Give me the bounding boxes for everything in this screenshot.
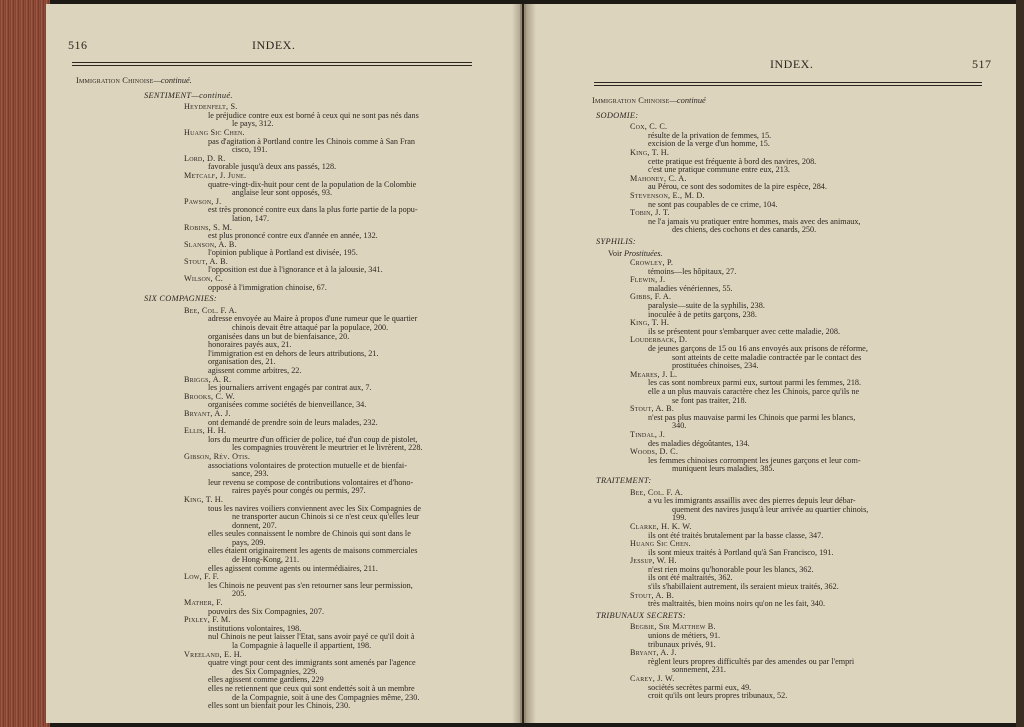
index-line: ils se présentent pour s'embarquer avec cette maladie, 208. — [648, 326, 840, 336]
index-line: elles seules connaissent le nombre de Chinois qui sont dans le — [208, 529, 411, 539]
index-line: organisées comme sociétés de bienveillance, 34. — [208, 400, 367, 410]
section-heading: SYPHILIS: — [596, 236, 636, 246]
index-line: agissent comme arbitres, 22. — [208, 366, 302, 375]
index-line: pays, 209. — [232, 537, 266, 547]
witness-name: Huang Sic Chen. — [630, 539, 691, 549]
index-line: tous les navires voiliers conviennent avec les Six Compagnies de — [208, 503, 422, 513]
witness-name: Low, F. F. — [184, 572, 220, 582]
index-line: l'opinion publique à Portland est divisée, 195. — [208, 248, 358, 258]
index-line: 205. — [232, 589, 247, 599]
witness-name: Meares, J. L. — [630, 369, 678, 379]
index-line: ne sont pas coupables de ce crime, 104. — [648, 199, 778, 209]
witness-name: Bee, Col. F. A. — [184, 305, 237, 315]
index-line: lation, 147. — [232, 213, 270, 223]
witness-name: Briggs, A. R. — [184, 374, 232, 384]
main-heading-title: Immigration Chinoise — [592, 96, 670, 105]
index-line: ils ont été traités brutalement par la basse classe, 347. — [648, 530, 824, 540]
witness-name: Tindal, J. — [630, 429, 665, 439]
index-line: elles sont un bienfait pour les Chinois, 230. — [208, 701, 351, 711]
index-line: des maladies dégoûtantes, 134. — [648, 438, 750, 448]
index-line: pas d'agitation à Portland contre les Chinois comme à San Fran — [208, 136, 416, 146]
running-title: INDEX. — [252, 38, 296, 52]
index-line: de la Compagnie, soit à une des Compagnies même, 230. — [232, 692, 420, 702]
witness-name: King, T. H. — [630, 318, 670, 328]
index-line: quatre vingt pour cent des immigrants sont amenés par l'agence — [208, 658, 416, 668]
witness-name: Pawson, J. — [184, 196, 222, 206]
index-line: elles étaient originairement les agents de maisons commerciales — [208, 546, 418, 556]
index-line: institutions volontaires, 198. — [208, 623, 302, 633]
page-number: 516 — [68, 38, 88, 52]
witness-name: King, T. H. — [184, 494, 224, 504]
index-line: honoraires payés aux, 21. — [208, 340, 292, 350]
index-line: paralysie—suite de la syphilis, 238. — [648, 301, 765, 311]
witness-name: Heydenfelt, S. — [184, 102, 238, 112]
index-line: les compagnies trouvèrent le meurtrier et le livrèrent, 228. — [232, 443, 423, 453]
witness-name: Gibson, Rév. Otis. — [184, 451, 251, 461]
index-line: sonnement, 231. — [672, 665, 726, 675]
witness-name: Mahoney, C. A. — [630, 173, 687, 183]
index-line: le préjudice contre eux est borné à ceux qui ne sont pas nés dans — [208, 110, 419, 120]
page-number: 517 — [972, 57, 992, 71]
witness-name: Ellis, H. H. — [184, 426, 227, 436]
witness-name: Flewin, J. — [630, 275, 666, 285]
section-heading: TRIBUNAUX SECRETS: — [596, 610, 686, 620]
index-line: s'ils s'habillaient autrement, ils seraient mieux traités, 362. — [648, 582, 839, 592]
section-heading: SENTIMENT—continué. — [144, 90, 233, 100]
index-line: organisation des, 21. — [208, 357, 276, 367]
index-line: n'est pas plus mauvaise parmi les Chinois que parmi les blancs, — [648, 412, 856, 422]
index-line: sociétés secrètes parmi eux, 49. — [648, 682, 752, 692]
witness-name: Stout, A. B. — [184, 256, 228, 266]
index-line: témoins—les hôpitaux, 27. — [648, 266, 737, 276]
index-line: très maltraités, bien moins noirs qu'on ne les fait, 340. — [648, 599, 826, 609]
witness-name: Stout, A. B. — [630, 590, 674, 600]
index-line: ont demandé de prendre soin de leurs malades, 232. — [208, 417, 378, 427]
index-line: elle a un plus mauvais caractère chez les Chinois, parce qu'ils ne — [648, 387, 860, 396]
witness-name: Bee, Col. F. A. — [630, 487, 683, 497]
main-heading-suffix: —continué — [669, 96, 706, 105]
index-line: elles agissent comme gardiens, 229 — [208, 675, 324, 685]
index-line: inoculée à de petits garçons, 238. — [648, 309, 757, 319]
index-line: est très prononcé contre eux dans la plus forte partie de la popu- — [208, 205, 418, 215]
witness-name: Slanson, A. B. — [184, 239, 237, 249]
index-line: nul Chinois ne peut laisser l'Etat, sans avoir payé ce qu'il doit à — [208, 632, 415, 642]
main-heading-suffix: —continué. — [153, 76, 192, 85]
index-line: lors du meurtre d'un officier de police, tué d'un coup de pistolet, — [208, 434, 418, 444]
index-line: muniquent leurs maladies, 385. — [672, 464, 775, 474]
right-page — [524, 4, 1016, 723]
index-line: de jeunes garçons de 15 ou 16 ans envoyés aux prisons de réforme, — [648, 344, 868, 354]
index-line: associations volontaires de protection mutuelle et de bienfai- — [208, 460, 407, 470]
index-line: n'est rien moins qu'honorable pour les blancs, 362. — [648, 564, 814, 574]
index-line: raires payés pour congés ou permis, 297. — [232, 486, 366, 496]
index-line: sont atteints de cette maladie contractée par le contact des — [672, 352, 862, 362]
index-line: cisco, 191. — [232, 145, 268, 155]
witness-name: Crowley, P. — [630, 258, 674, 268]
witness-name: Stevenson, E., M. D. — [630, 190, 705, 200]
witness-name: Bryant, A. J. — [630, 648, 677, 658]
index-line: au Pérou, ce sont des sodomites de la pire espèce, 284. — [648, 182, 827, 192]
witness-name: Wilson, C. — [184, 274, 223, 284]
witness-name: Stout, A. B. — [630, 404, 674, 414]
index-line: quement des navires jusqu'à leur arrivée au quartier chinois, — [672, 504, 869, 514]
witness-name: Huang Sic Chen. — [184, 127, 245, 137]
index-line: excision de la verge d'un homme, 15. — [648, 139, 770, 149]
index-line: adresse envoyée au Maire à propos d'une rumeur que le quartier — [208, 314, 418, 324]
witness-name: Cox, C. C. — [630, 122, 668, 132]
index-line: les journaliers arrivent engagés par contrat aux, 7. — [208, 383, 372, 393]
see-also-label: Voir — [608, 248, 622, 258]
header-rule — [594, 82, 982, 86]
index-line: le pays, 312. — [232, 119, 274, 129]
main-heading — [76, 77, 506, 86]
witness-name: Clarke, H. K. W. — [630, 521, 692, 531]
index-line: quatre-vingt-dix-huit pour cent de la population de la Colombie — [208, 179, 417, 189]
book-cover-edge — [1016, 0, 1024, 727]
index-line: c'est une pratique commune entre eux, 213. — [648, 165, 790, 175]
index-line: anglaise leur sont opposés, 93. — [232, 188, 333, 198]
index-line: les femmes chinoises corrompent les jeunes garçons et leur com- — [648, 455, 861, 465]
index-line: se font pas traiter, 218. — [672, 395, 747, 405]
witness-name: Carey, J. W. — [630, 674, 675, 683]
witness-name: King, T. H. — [630, 147, 670, 157]
index-line: pouvoirs des Six Compagnies, 207. — [208, 606, 324, 616]
index-line: la Compagnie à laquelle il appartient, 198. — [232, 641, 372, 650]
index-line: a vu les immigrants assaillis avec des pierres depuis leur débar- — [648, 496, 856, 506]
left-page — [46, 4, 522, 723]
index-line: leur revenu se compose de contributions volontaires et d'hono- — [208, 477, 414, 487]
index-line: 340. — [672, 421, 687, 431]
index-line: l'immigration est en dehors de leurs attributions, 21. — [208, 348, 379, 358]
index-line: elles ne retiennent que ceux qui sont endettés soit à un membre — [208, 683, 415, 693]
main-heading-title: Immigration Chinoise — [76, 76, 154, 85]
index-line: tribunaux privés, 91. — [648, 639, 716, 649]
section-heading: SIX COMPAGNIES: — [144, 294, 217, 304]
witness-name: Bryant, A. J. — [184, 408, 231, 418]
section-heading: TRAITEMENT: — [596, 475, 652, 485]
index-line: organisées dans un but de bienfaisance, 20. — [208, 331, 350, 341]
index-line: l'opposition est due à l'ignorance et à la jalousie, 341. — [208, 265, 383, 275]
book-page-edges — [0, 0, 50, 727]
witness-name: Metcalf, J. June. — [184, 170, 247, 180]
index-line: les Chinois ne peuvent pas s'en retourner sans leur permission, — [208, 580, 413, 590]
index-line: elles agissent comme agents ou intermédiaires, 211. — [208, 563, 378, 573]
header-rule — [72, 62, 472, 66]
section-heading: SODOMIE: — [596, 110, 639, 120]
witness-name: Vreeland, E. H. — [184, 649, 243, 659]
index-line: croit qu'ils ont leurs propres tribunaux, 52. — [648, 691, 788, 701]
index-line: favorable jusqu'à deux ans passés, 128. — [208, 162, 337, 172]
index-line: donnent, 207. — [232, 520, 277, 530]
index-line: maladies vénériennes, 55. — [648, 283, 733, 293]
witness-name: Jessup, W. H. — [630, 556, 677, 566]
index-line: prostituées chinoises, 234. — [672, 361, 759, 371]
index-line: les cas sont nombreux parmi eux, surtout parmi les femmes, 218. — [648, 378, 862, 388]
witness-name: Gibbs, F. A. — [630, 292, 672, 302]
index-line: résulte de la privation de femmes, 15. — [648, 130, 772, 140]
index-line: de Hong-Kong, 211. — [232, 555, 300, 565]
index-line: est plus prononcé contre eux d'année en année, 132. — [208, 231, 378, 241]
index-line: ne l'a jamais vu pratiquer entre hommes, mais avec des animaux, — [648, 216, 861, 226]
index-line: opposé à l'immigration chinoise, 67. — [208, 282, 327, 292]
index-line: sance, 293. — [232, 469, 269, 479]
witness-name: Pixley, F. M. — [184, 615, 231, 625]
index-line: ils sont mieux traités à Portland qu'à San Francisco, 191. — [648, 547, 834, 557]
index-line: cette pratique est fréquente à bord des navires, 208. — [648, 156, 817, 166]
index-line: chinois devait être attaqué par la populace, 200. — [232, 323, 389, 333]
witness-name: Begbie, Sir Matthew B. — [630, 622, 716, 632]
see-also-target: Prostituées. — [624, 248, 663, 258]
witness-name: Woods, D. C. — [630, 447, 679, 457]
index-content — [76, 77, 506, 711]
index-line: des chiens, des cochons et des canards, 250. — [672, 225, 817, 235]
index-line: règlent leurs propres difficultés par des amendes ou par l'empri — [648, 656, 855, 666]
witness-name: Mather, F. — [184, 598, 223, 608]
witness-name: Louderback, D. — [630, 335, 688, 345]
index-line: des Six Compagnies, 229. — [232, 666, 318, 676]
witness-name: Brooks, C. W. — [184, 391, 235, 401]
index-line: ne transporter aucun Chinois si ce n'est ceux qu'elles leur — [232, 512, 419, 522]
index-line: ils ont été maltraités, 362. — [648, 573, 733, 583]
see-also-reference — [608, 250, 996, 259]
index-line: unions de métiers, 91. — [648, 631, 721, 641]
index-line: 199. — [672, 513, 687, 523]
running-title: INDEX. — [770, 57, 814, 71]
index-content — [592, 97, 996, 701]
book-gutter — [512, 4, 536, 723]
witness-name: Lord, D. R. — [184, 153, 226, 163]
witness-name: Tobin, J. T. — [630, 208, 670, 218]
witness-name: Robins, S. M. — [184, 222, 233, 232]
main-heading — [592, 97, 996, 106]
